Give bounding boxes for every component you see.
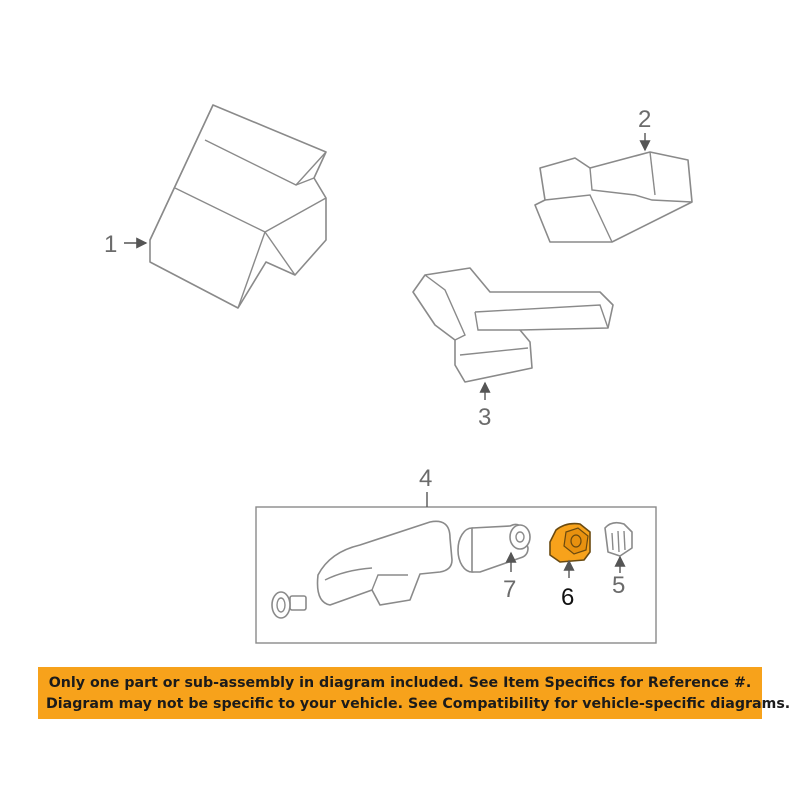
callout-4: 4 [419, 465, 433, 492]
part-4-screw[interactable] [272, 592, 306, 618]
part-6-valve-nut[interactable] [550, 524, 590, 562]
part-4-sensor[interactable] [318, 521, 453, 605]
callout-1: 1 [104, 231, 118, 258]
part-2-receiver-bracket[interactable] [535, 152, 692, 242]
callout-7: 7 [503, 576, 517, 603]
part-7-valve-stem[interactable] [458, 524, 530, 572]
part-1-module[interactable] [150, 105, 326, 308]
callout-2: 2 [638, 106, 652, 133]
part-5-valve-cap[interactable] [605, 523, 632, 556]
notice-banner [38, 667, 791, 719]
part-3-mounting-bracket[interactable] [413, 268, 613, 382]
callout-5: 5 [612, 572, 626, 599]
callout-3: 3 [478, 404, 492, 431]
notice-line-2: Diagram may not be specific to your vehicle. See Compatibility for vehicle-specific diagrams. [46, 696, 791, 712]
kit-box [256, 507, 656, 643]
notice-line-1: Only one part or sub-assembly in diagram included. See Item Specifics for Reference #. [48, 675, 752, 691]
callout-6: 6 [561, 584, 575, 611]
